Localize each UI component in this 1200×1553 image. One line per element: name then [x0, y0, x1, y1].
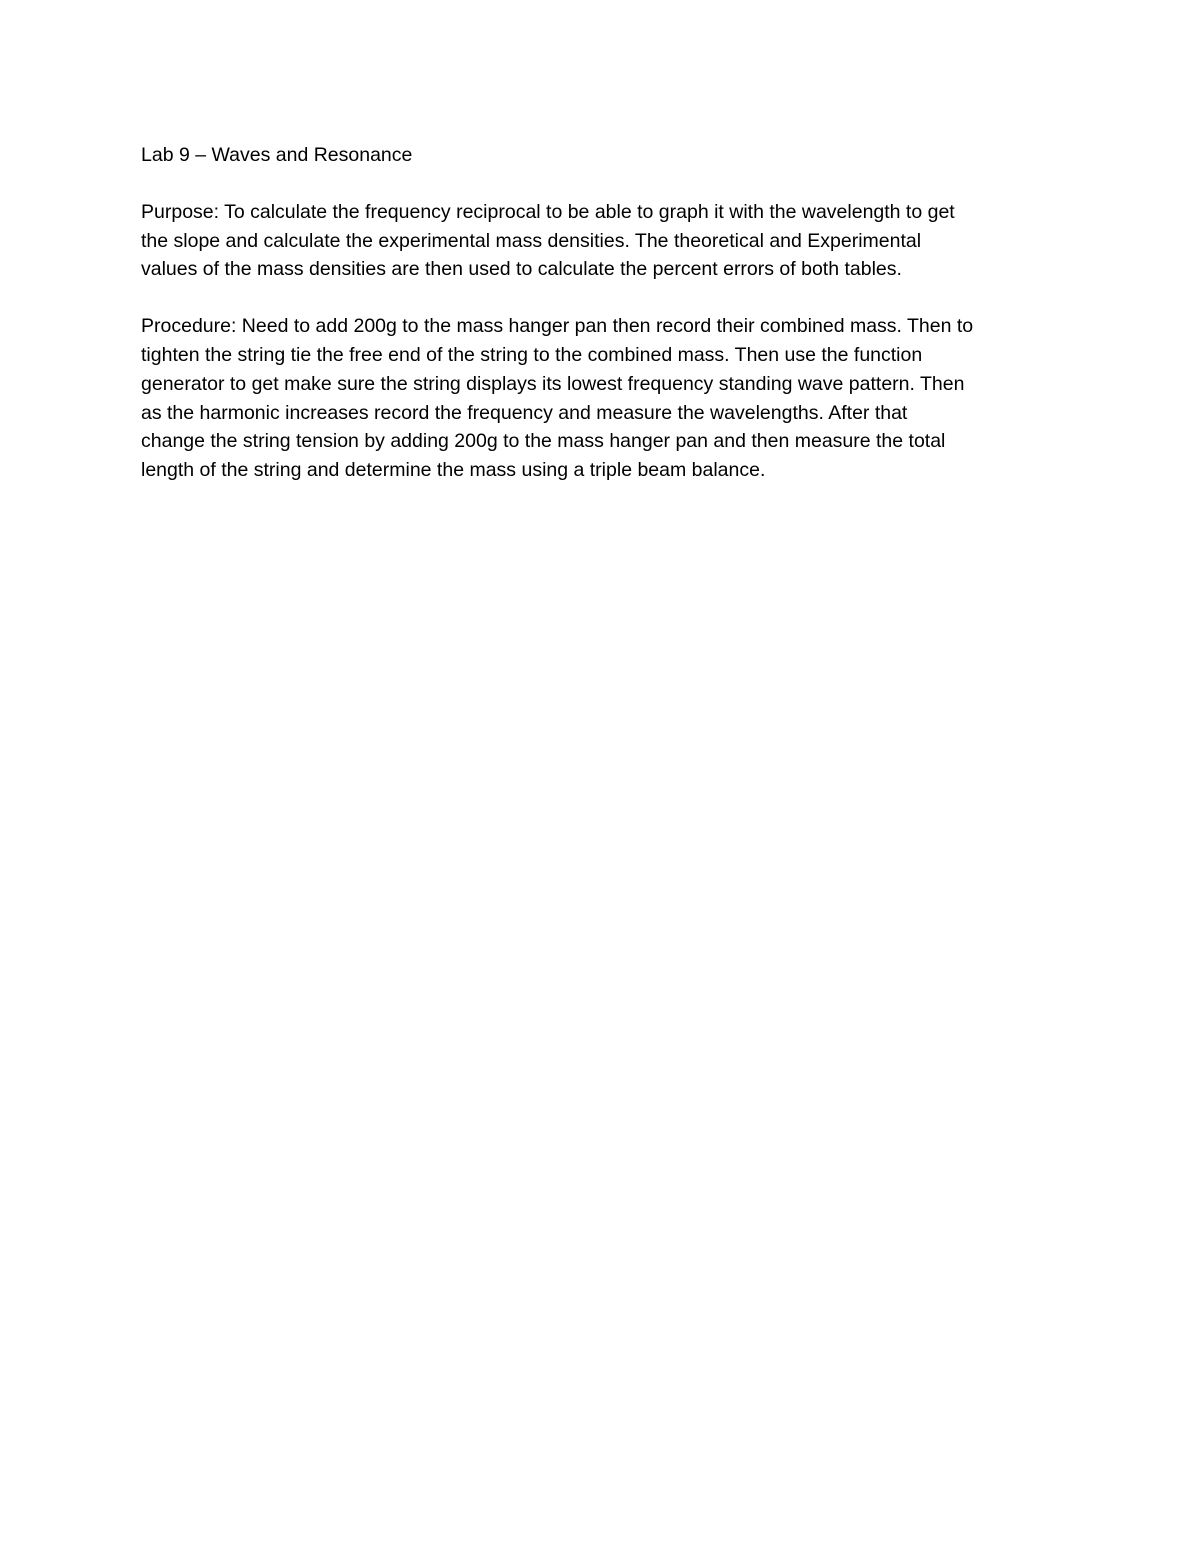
purpose-line-1: Purpose: To calculate the frequency reciprocal to be able to graph it with the wavelength to get [141, 200, 955, 223]
purpose-line-2: the slope and calculate the experimental mass densities. The theoretical and Experimental [141, 229, 922, 252]
document-title: Lab 9 – Waves and Resonance [141, 144, 413, 166]
procedure-line-5: change the string tension by adding 200g to the mass hanger pan and then measure the total [141, 430, 946, 453]
procedure-line-6: length of the string and determine the mass using a triple beam balance. [141, 459, 766, 482]
purpose-paragraph [141, 198, 1066, 284]
procedure-line-2: tighten the string tie the free end of the string to the combined mass. Then use the function [141, 343, 923, 366]
document-content [141, 141, 1066, 513]
procedure-line-4: as the harmonic increases record the frequency and measure the wavelengths. After that [141, 401, 908, 424]
procedure-line-1: Procedure: Need to add 200g to the mass hanger pan then record their combined mass. Then to [141, 315, 974, 338]
procedure-paragraph [141, 312, 1066, 485]
purpose-line-3: values of the mass densities are then used to calculate the percent errors of both tables. [141, 258, 902, 281]
procedure-line-3: generator to get make sure the string displays its lowest frequency standing wave pattern. Then [141, 372, 965, 395]
